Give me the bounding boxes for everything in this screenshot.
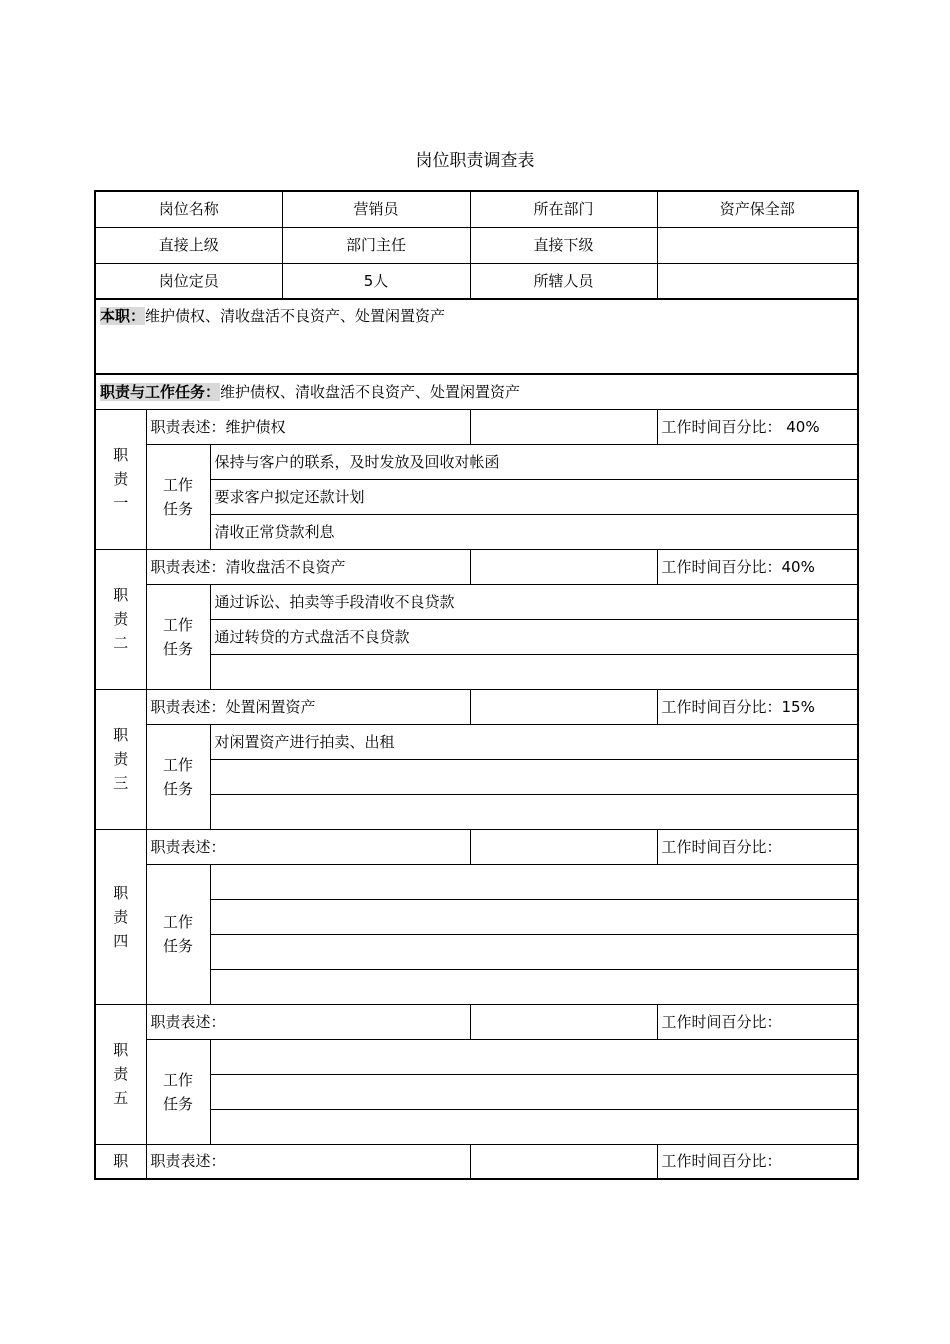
duty-5-task-row	[95, 1074, 858, 1109]
duties-header-cell	[95, 374, 858, 409]
duty-4-task-row	[95, 969, 858, 1004]
duties-header-row	[95, 374, 858, 409]
duty-5-task-row	[95, 1109, 858, 1144]
duty-4-task-label: 工作 任务	[146, 864, 210, 1004]
duty-3-task-1: 对闲置资产进行拍卖、出租	[210, 724, 858, 759]
duty-4-desc-row	[95, 829, 858, 864]
label-headcount: 岗位定员	[95, 263, 282, 299]
duty-2-desc-row	[95, 549, 858, 584]
duty-4-task-4	[210, 969, 858, 1004]
duty-3-name: 职 责 三	[95, 689, 146, 829]
duty-5-name: 职 责 五	[95, 1004, 146, 1144]
duty-5-task-3	[210, 1109, 858, 1144]
duty-2-task-row	[95, 619, 858, 654]
duty-1-task-label: 工作 任务	[146, 444, 210, 549]
duty-1-task-1: 保持与客户的联系，及时发放及回收对帐函	[210, 444, 858, 479]
duty-2-task-1: 通过诉讼、拍卖等手段清收不良贷款	[210, 584, 858, 619]
duty-4-task-row	[95, 864, 858, 899]
duty-5-desc-row	[95, 1004, 858, 1039]
label-direct-superior: 直接上级	[95, 227, 282, 263]
duty-3-time-percent: 工作时间百分比：15%	[657, 689, 858, 724]
duty-4-task-row	[95, 899, 858, 934]
duty-4-task-2	[210, 899, 858, 934]
duty-3-description: 职责表述：处置闲置资产	[146, 689, 470, 724]
duty-1-time-percent: 工作时间百分比： 40%	[657, 409, 858, 444]
duty-4-task-3	[210, 934, 858, 969]
duty-3-task-row	[95, 724, 858, 759]
duty-3-task-2	[210, 759, 858, 794]
duty-3-task-row	[95, 759, 858, 794]
duty-1-desc-row	[95, 409, 858, 444]
benzhi-cell	[95, 299, 858, 374]
page-title: 岗位职责调查表	[415, 151, 535, 171]
label-subordinates: 所辖人员	[470, 263, 657, 299]
duty-2-task-3	[210, 654, 858, 689]
duty-4-task-1	[210, 864, 858, 899]
job-survey-table	[94, 190, 859, 1180]
label-position-name: 岗位名称	[95, 191, 282, 227]
duty-2-description: 职责表述：清收盘活不良资产	[146, 549, 470, 584]
info-row-2	[95, 227, 858, 263]
duty-5-task-2	[210, 1074, 858, 1109]
duty-2-task-row	[95, 654, 858, 689]
duty-1-task-row	[95, 479, 858, 514]
value-direct-superior: 部门主任	[282, 227, 470, 263]
duty-1-name: 职 责 一	[95, 409, 146, 549]
duty-2-time-percent: 工作时间百分比：40%	[657, 549, 858, 584]
benzhi-label: 本职：	[100, 307, 146, 325]
duty-4-name: 职 责 四	[95, 829, 146, 1004]
value-subordinates	[657, 263, 858, 299]
duty-2-name: 职 责 二	[95, 549, 146, 689]
value-department: 资产保全部	[657, 191, 858, 227]
duties-header-label: 职责与工作任务：	[100, 382, 221, 401]
value-position-name: 营销员	[282, 191, 470, 227]
duty-3-task-row	[95, 794, 858, 829]
duty-2-task-2: 通过转贷的方式盘活不良贷款	[210, 619, 858, 654]
benzhi-text: 维护债权、清收盘活不良资产、处置闲置资产	[145, 307, 446, 325]
label-department: 所在部门	[470, 191, 657, 227]
duty-5-task-1	[210, 1039, 858, 1074]
duty-4-task-row	[95, 934, 858, 969]
value-headcount: 5人	[282, 263, 470, 299]
duty-6-desc-row	[95, 1144, 858, 1179]
duty-5-description: 职责表述：	[146, 1004, 470, 1039]
duty-1-task-row	[95, 514, 858, 549]
info-row-1	[95, 191, 858, 227]
duty-3-desc-row	[95, 689, 858, 724]
duty-6-description: 职责表述：	[146, 1144, 470, 1179]
duty-5-task-label: 工作 任务	[146, 1039, 210, 1144]
info-row-3	[95, 263, 858, 299]
duty-1-task-2: 要求客户拟定还款计划	[210, 479, 858, 514]
duty-1-task-row	[95, 444, 858, 479]
duty-2-task-row	[95, 584, 858, 619]
duty-4-time-percent: 工作时间百分比：	[657, 829, 858, 864]
duty-4-description: 职责表述：	[146, 829, 470, 864]
duty-1-task-3: 清收正常贷款利息	[210, 514, 858, 549]
duty-3-task-label: 工作 任务	[146, 724, 210, 829]
duty-3-task-3	[210, 794, 858, 829]
benzhi-row	[95, 299, 858, 374]
value-direct-subordinate	[657, 227, 858, 263]
duty-1-description: 职责表述：维护债权	[146, 409, 470, 444]
duty-6-time-percent: 工作时间百分比：	[657, 1144, 858, 1179]
duty-6-name: 职	[95, 1144, 146, 1179]
label-direct-subordinate: 直接下级	[470, 227, 657, 263]
duties-header-text: 维护债权、清收盘活不良资产、处置闲置资产	[220, 382, 521, 401]
duty-5-task-row	[95, 1039, 858, 1074]
duty-2-task-label: 工作 任务	[146, 584, 210, 689]
duty-5-time-percent: 工作时间百分比：	[657, 1004, 858, 1039]
